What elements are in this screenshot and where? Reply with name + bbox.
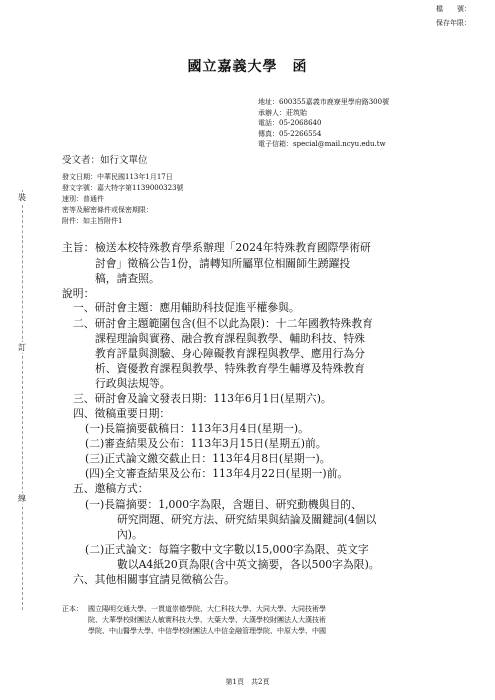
cc-label: 正本：	[62, 605, 83, 613]
address-line: 地址：600355嘉義市鹿寮里學府路300號	[258, 98, 390, 106]
explanation-item: 四、徵稿重要日期：	[73, 407, 171, 420]
explanation-item: 六、其他相關事宜請見徵稿公告。	[73, 573, 235, 586]
explanation-item: 一、研討會主題：應用輔助科技促進平權參與。	[73, 301, 300, 314]
explanation-item: (二)審查結果及公布：113年3月15日(星期五)前。	[85, 437, 327, 450]
explanation-item: 內)。	[117, 528, 143, 541]
explanation-item: (四)全文審查結果及公布：113年4月22日(星期一)前。	[85, 467, 349, 480]
binding-line	[22, 190, 23, 610]
attachment: 附件：如主旨附件1	[62, 217, 123, 225]
subject-line: 稿，請查照。	[95, 272, 160, 285]
subject-line: 討會」徵稿公告1份，請轉知所屬單位相關師生踴躍投	[95, 256, 351, 270]
cc-line: 國立陽明交通大學、一貫道崇德學院、大仁科技大學、大同大學、大同技術學	[88, 605, 326, 613]
subject-line: 檢送本校特殊教育學系辦理「2024年特殊教育國際學術研	[95, 241, 371, 254]
explanation-item: (一)長篇摘要截稿日：113年3月4日(星期一)。	[85, 422, 309, 435]
secrecy-level: 密等及解密條件或保密期限：	[62, 206, 153, 214]
explanation-item: (一)長篇摘要：1,000字為限，含題目、研究動機與目的、	[85, 498, 362, 511]
binding-mark-zhuang: 裝	[18, 193, 26, 202]
binding-mark-xian: 線	[18, 494, 26, 503]
email-address: 電子信箱：special@mail.ncyu.edu.tw	[258, 140, 386, 148]
contact-person: 承辦人：莊筑貽	[258, 108, 307, 117]
subject-label: 主旨：	[62, 241, 95, 254]
explanation-item: 析、資優教育課程與教學、特殊教育學生輔導及特殊教育	[95, 362, 365, 375]
retention-label: 保存年限：	[436, 19, 471, 27]
explanation-item: 五、邀稿方式：	[73, 482, 149, 495]
explanation-item: 研究問題、研究方法、研究結果與結論及關鍵詞(4個以	[117, 513, 377, 526]
cc-line: 院、大華學校財團法人敏實科技大學、大葉大學、大漢學校財團法人大漢技術	[88, 616, 326, 624]
fax-number: 傳真：05-2266554	[258, 129, 322, 138]
explanation-item: (三)正式論文繳交截止日：113年4月8日(星期一)。	[85, 452, 331, 465]
issue-date: 發文日期：中華民國113年1月17日	[62, 173, 173, 181]
cc-line: 學院、中山醫學大學、中信學校財團法人中信金融管理學院、中原大學、中國	[88, 627, 326, 635]
delivery-speed: 速別：普通件	[62, 195, 104, 203]
phone-number: 電話：05-2068640	[258, 119, 322, 127]
file-number-label: 檔 號：	[436, 5, 471, 13]
page-number: 第1頁 共2頁	[225, 678, 270, 686]
explanation-item: 三、研討會及論文發表日期：113年6月1日(星期六)。	[73, 392, 332, 405]
explanation-item: 課程理論與實務、融合教育課程與教學、輔助科技、特殊	[95, 332, 365, 345]
explanation-item: 二、研討會主題範圍包含(但不以此為限)：十二年國教特殊教育	[73, 317, 373, 330]
explanation-item: 教育評量與測驗、身心障礙教育課程與教學、應用行為分	[95, 347, 365, 360]
explanation-item: 數以A4紙20頁為限(含中英文摘要，各以500字為限)。	[117, 558, 380, 571]
binding-mark-ding: 訂	[18, 343, 26, 352]
document-number: 發文字號：嘉大特字第1139000323號	[62, 184, 184, 192]
explanation-label: 說明：	[62, 287, 95, 300]
recipient: 受文者：如行文單位	[62, 155, 148, 166]
explanation-item: 行政與法規等。	[95, 377, 171, 390]
explanation-item: (二)正式論文：每篇字數中文字數以15,000字為限、英文字	[85, 543, 369, 556]
page-title: 國立嘉義大學 函	[187, 59, 308, 75]
